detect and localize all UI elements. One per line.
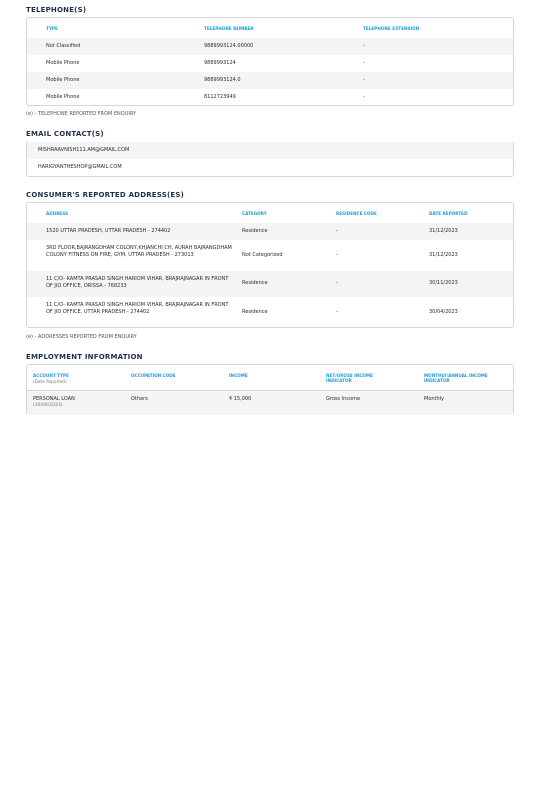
employment-section-title: EMPLOYMENT INFORMATION (26, 353, 143, 361)
phone-type: Mobile Phone (46, 60, 80, 66)
occupation-code: Others (131, 396, 148, 402)
table-row (27, 271, 513, 297)
phone-extension: - (363, 94, 365, 100)
monthly-annual-indicator: Monthly (424, 396, 445, 402)
table-row (27, 142, 513, 159)
table-row (27, 159, 513, 176)
address-text: 1520 UTTAR PRADESH, UTTAR PRADESH - 274402 (46, 228, 171, 234)
header-date-reported-sub: (Date Reported) (33, 379, 67, 384)
phone-type: Mobile Phone (46, 94, 80, 100)
telephone-header-row (27, 18, 513, 38)
phone-type: Mobile Phone (46, 77, 80, 83)
date-reported: 30/11/2023 (429, 280, 458, 286)
phone-extension: - (363, 60, 365, 66)
net-gross-indicator: Gross Income (326, 396, 361, 402)
table-row (27, 38, 513, 55)
income-value: ₹ 15,000 (229, 396, 252, 402)
telephone-footnote: (e) - TELEPHONE REPORTED FROM ENQUIRY (26, 111, 137, 117)
table-row (27, 223, 513, 240)
address-header-row (27, 203, 513, 223)
header-category: CATEGORY (242, 211, 267, 216)
header-account-type: ACCOUNT TYPE (33, 373, 69, 378)
email-section-title: EMAIL CONTACT(S) (26, 130, 104, 138)
employment-table (26, 364, 514, 415)
table-row (27, 89, 513, 106)
phone-number: 9889993124 (204, 60, 236, 66)
table-row (27, 55, 513, 72)
header-type: TYPE (46, 26, 58, 31)
header-income: INCOME (229, 373, 248, 378)
header-residence-code: RESIDENCE CODE (336, 211, 377, 216)
telephone-section-title: TELEPHONE(S) (26, 6, 87, 14)
residence-code: - (336, 309, 338, 315)
header-telephone-extension: TELEPHONE EXTENSION (363, 26, 420, 31)
address-text: 3RD FLOOR,BAJRANGDHAM COLONY,KHJANCHI CH, AURAH BAJRANGDHAM COLONY FITNESS ON FIRE, GYM, UTTAR PRADESH - 273013 (46, 245, 232, 258)
header-net-gross-indicator: NET/GROSS INCOME INDICATOR (326, 373, 373, 383)
date-reported: 30/04/2023 (429, 309, 458, 315)
phone-number: 8112723949 (204, 94, 236, 100)
address-footnote: (e) - ADDRESSES REPORTED FROM ENQUIRY (26, 334, 137, 340)
address-section-title: CONSUMER'S REPORTED ADDRESS(ES) (26, 191, 184, 199)
header-occupation-code: OCCUPATION CODE (131, 373, 176, 378)
date-reported: 31/12/2023 (429, 228, 458, 234)
header-monthly-annual-indicator: MONTHLY/ANNUAL INCOME INDICATOR (424, 373, 488, 383)
residence-code: - (336, 252, 338, 258)
address-text: 11 C/O- KAMTA PRASAD SINGH HARIOM VIHAR, BRAJRAJNAGAR IN FRONT OF JIO OFFICE, UTTAR PRADESH - 274402 (46, 302, 229, 315)
phone-type: Not Classified (46, 43, 81, 49)
phone-number: 9889993124.0 (204, 77, 241, 83)
email-address: MISHRAAVNISH111.AM@GMAIL.COM (38, 147, 130, 153)
phone-extension: - (363, 77, 365, 83)
residence-code: - (336, 228, 338, 234)
account-type: PERSONAL LOAN (33, 396, 75, 402)
employment-header-row (27, 365, 513, 391)
date-reported: 31/12/2023 (429, 252, 458, 258)
residence-code: - (336, 280, 338, 286)
header-date-reported: DATE REPORTED (429, 211, 468, 216)
address-table (26, 202, 514, 328)
table-row (27, 240, 513, 271)
header-address: ADDRESS (46, 211, 69, 216)
header-telephone-number: TELEPHONE NUMBER (204, 26, 254, 31)
address-category: Not Categorized (242, 252, 283, 258)
address-category: Residence (242, 228, 268, 234)
email-table (26, 142, 514, 177)
email-address: HARIGYANTHESHOP@GMAIL.COM (38, 164, 122, 170)
address-text: 11 C/O- KAMTA PRASAD SINGH HARIOM VIHAR, BRAJRAJNAGAR IN FRONT OF JIO OFFICE, ORISSA - 768233 (46, 276, 229, 289)
table-row (27, 72, 513, 89)
table-row (27, 391, 513, 415)
account-date-reported: (30/06/2023) (33, 403, 63, 408)
telephone-table (26, 17, 514, 106)
address-category: Residence (242, 280, 268, 286)
address-category: Residence (242, 309, 268, 315)
table-row (27, 297, 513, 328)
phone-number: 9889993124.00000 (204, 43, 254, 49)
phone-extension: - (363, 43, 365, 49)
